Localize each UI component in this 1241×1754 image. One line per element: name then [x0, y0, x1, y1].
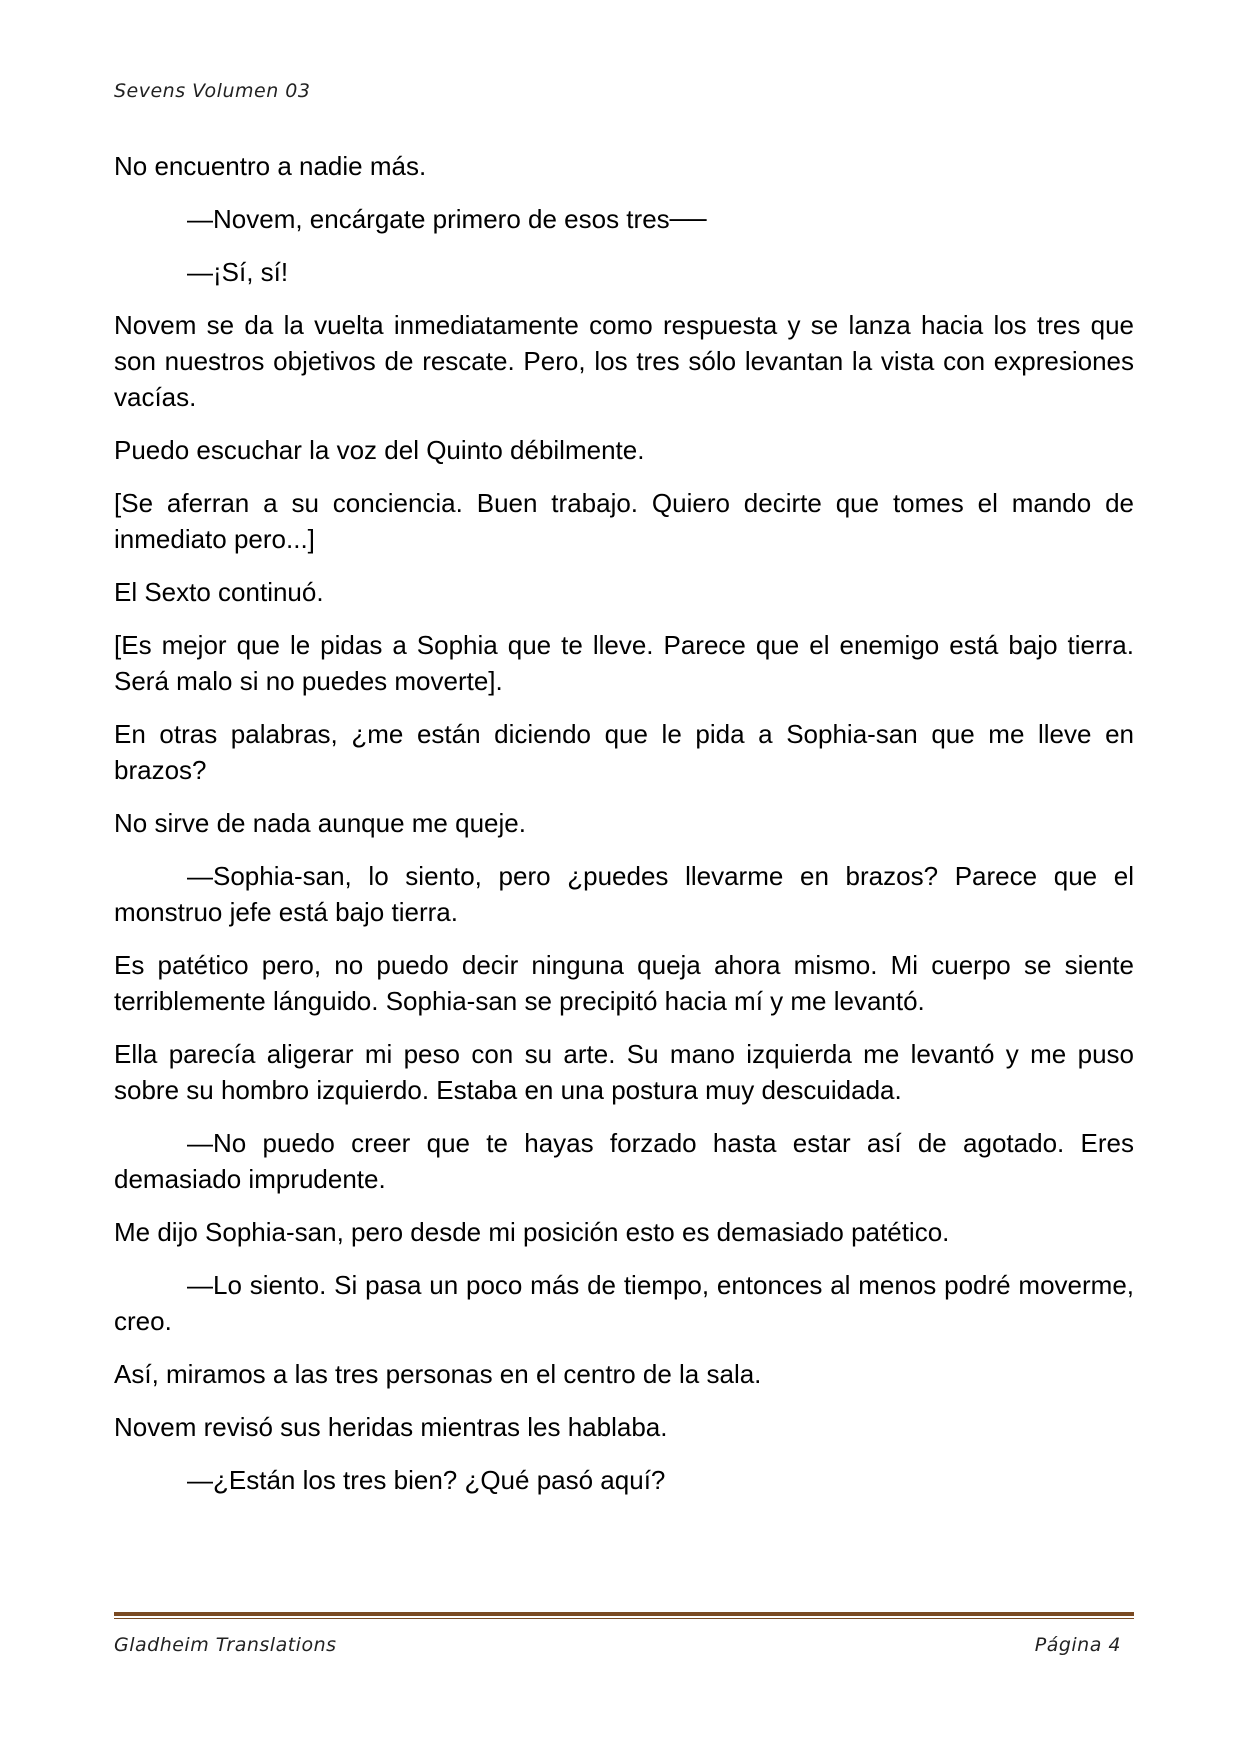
dialogue-paragraph: —Lo siento. Si pasa un poco más de tiempo, entonces al menos podré moverme, creo.: [114, 1270, 1134, 1336]
paragraph: Ella parecía aligerar mi peso con su arte. Su mano izquierda me levantó y me puso sobre su hombro izquierdo. Estaba en una postura muy descuidada.: [114, 1039, 1134, 1105]
paragraph: Novem se da la vuelta inmediatamente como respuesta y se lanza hacia los tres que son nuestros objetivos de rescate. Pero, los tres sólo levantan la vista con expresiones vacías.: [114, 310, 1134, 412]
body-text: [114, 148, 1134, 1515]
paragraph: Es patético pero, no puedo decir ninguna queja ahora mismo. Mi cuerpo se siente terriblemente lánguido. Sophia-san se precipitó hacia mí y me levantó.: [114, 950, 1134, 1016]
footer-divider-thin-line: [114, 1618, 1134, 1619]
footer-divider-thick-line: [114, 1612, 1134, 1616]
paragraph: Novem revisó sus heridas mientras les hablaba.: [114, 1412, 668, 1442]
page-number: Página 4: [1034, 1634, 1121, 1656]
paragraph: Así, miramos a las tres personas en el centro de la sala.: [114, 1359, 762, 1389]
paragraph: No encuentro a nadie más.: [114, 151, 427, 181]
running-header: Sevens Volumen 03: [114, 80, 311, 102]
paragraph: El Sexto continuó.: [114, 577, 324, 607]
dialogue-paragraph: —¡Sí, sí!: [187, 257, 289, 287]
dialogue-paragraph: —Sophia-san, lo siento, pero ¿puedes llevarme en brazos? Parece que el monstruo jefe está bajo tierra.: [114, 861, 1134, 927]
footer-divider: [114, 1612, 1134, 1620]
dialogue-paragraph: —Novem, encárgate primero de esos tres──: [187, 204, 707, 234]
footer-publisher: Gladheim Translations: [114, 1634, 337, 1656]
paragraph: Me dijo Sophia-san, pero desde mi posición esto es demasiado patético.: [114, 1217, 950, 1247]
paragraph: [Es mejor que le pidas a Sophia que te lleve. Parece que el enemigo está bajo tierra. Será malo si no puedes moverte].: [114, 630, 1134, 696]
dialogue-paragraph: —No puedo creer que te hayas forzado hasta estar así de agotado. Eres demasiado imprudente.: [114, 1128, 1134, 1194]
paragraph: No sirve de nada aunque me queje.: [114, 808, 526, 838]
paragraph: En otras palabras, ¿me están diciendo que le pida a Sophia-san que me lleve en brazos?: [114, 719, 1134, 785]
paragraph: Puedo escuchar la voz del Quinto débilmente.: [114, 435, 645, 465]
dialogue-paragraph: —¿Están los tres bien? ¿Qué pasó aquí?: [187, 1465, 666, 1495]
paragraph: [Se aferran a su conciencia. Buen trabajo. Quiero decirte que tomes el mando de inmediato pero...]: [114, 488, 1134, 554]
